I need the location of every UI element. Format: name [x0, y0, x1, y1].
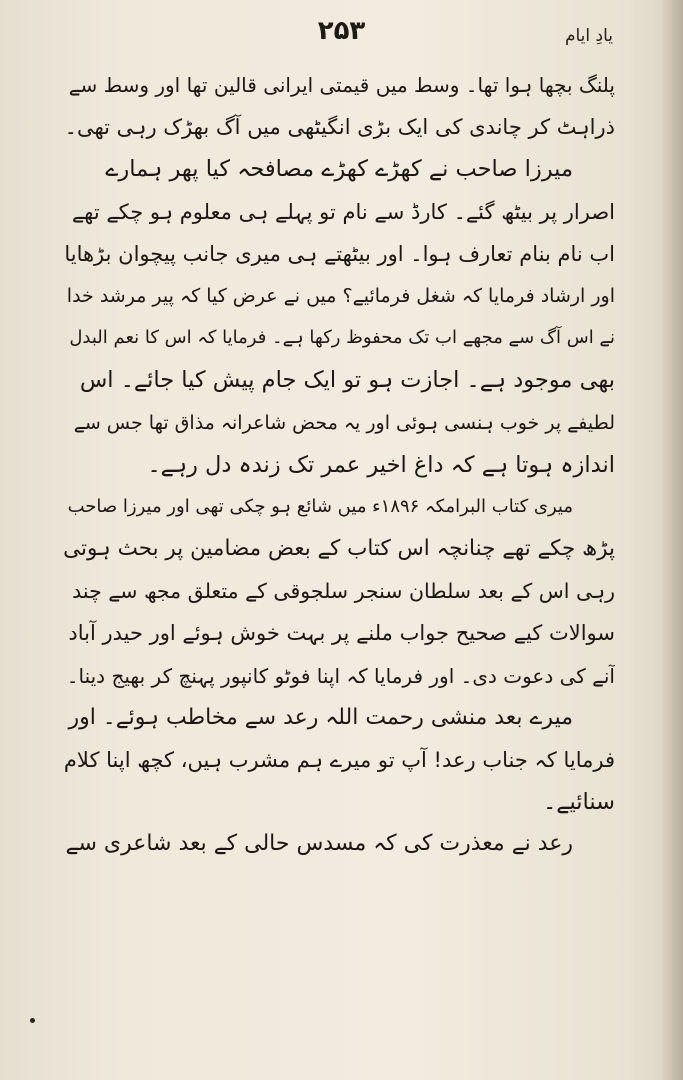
text-line: لطیفے پر خوب ہنسی ہوئی اور یہ محض شاعرانہ مذاق تھا جس سے — [73, 411, 615, 434]
text-line: اندازہ ہوتا ہے کہ داغ اخیر عمر تک زندہ دل رہے۔ — [147, 451, 615, 478]
page-edge-shadow — [661, 0, 683, 1080]
text-line: پڑھ چکے تھے چنانچہ اس کتاب کے بعض مضامین پر بحث ہوتی — [63, 536, 615, 562]
text-line: رعد نے معذرت کی کہ مسدس حالی کے بعد شاعری سے — [65, 831, 573, 857]
running-head: یادِ ایام — [564, 26, 613, 46]
text-line: رہی اس کے بعد سلطان سنجر سلجوقی کے متعلق مجھ سے چند — [72, 579, 615, 604]
text-line: ذراہٹ کر چاندی کی ایک بڑی انگیٹھی میں آگ بھڑک رہی تھی۔ — [64, 115, 615, 140]
text-line: بھی موجود ہے۔ اجازت ہو تو ایک جام پیش کیا جائے۔ اس — [79, 367, 615, 394]
text-line: نے اس آگ سے مجھے اب تک محفوظ رکھا ہے۔ فرمایا کہ اس کا نعم البدل — [69, 327, 615, 349]
ink-dot — [30, 1018, 35, 1023]
text-line: فرمایا کہ جناب رعد! آپ تو میرے ہم مشرب ہیں، کچھ اپنا کلام — [63, 748, 615, 772]
text-line: میرے بعد منشی رحمت اللہ رعد سے مخاطب ہوئے۔ اور — [68, 704, 573, 730]
page-header — [70, 14, 613, 54]
text-line: میرزا صاحب نے کھڑے کھڑے مصافحہ کیا پھر ہمارے — [105, 156, 573, 183]
text-line: اب نام بنام تعارف ہوا۔ اور بیٹھتے ہی میری جانب پیچوان بڑھایا — [64, 241, 615, 266]
text-line: پلنگ بچھا ہوا تھا۔ وسط میں قیمتی ایرانی قالین تھا اور وسط سے — [68, 73, 615, 97]
body-text — [62, 64, 615, 866]
text-line: میری کتاب البرامکہ ۱۸۹۶ء میں شائع ہو چکی تھی اور میرزا صاحب — [67, 495, 573, 517]
text-line: آنے کی دعوت دی۔ اور فرمایا کہ اپنا فوٹو کانپور پہنچ کر بھیج دینا۔ — [66, 663, 615, 688]
text-line: سنائیے۔ — [543, 789, 615, 816]
text-line: اصرار پر بیٹھ گئے۔ کارڈ سے نام تو پہلے ہی معلوم ہو چکے تھے — [71, 199, 615, 224]
text-line: اور ارشاد فرمایا کہ شغل فرمائیے؟ میں نے عرض کیا کہ پیر مرشد خدا — [66, 284, 615, 307]
page-number: ۲۵۳ — [317, 16, 366, 46]
text-line: سوالات کیے صحیح جواب ملنے پر بہت خوش ہوئے اور حیدر آباد — [68, 621, 615, 646]
